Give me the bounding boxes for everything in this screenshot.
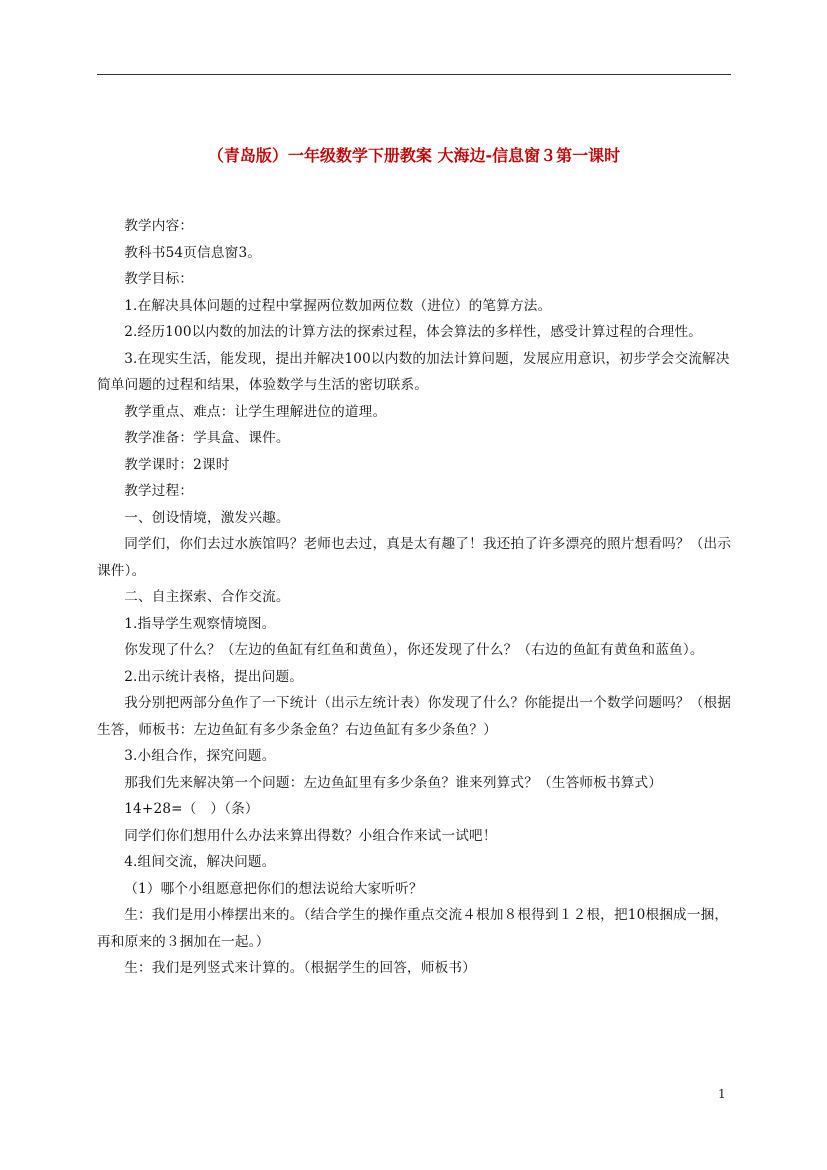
paragraph: 你发现了什么？（左边的鱼缸有红鱼和黄鱼），你还发现了什么？（右边的鱼缸有黄鱼和蓝鱼）。	[124, 642, 704, 658]
paragraph: 3.小组合作，探究问题。	[124, 748, 276, 764]
paragraph: 教学内容：	[124, 218, 194, 234]
paragraph: 教学目标：	[124, 271, 194, 287]
document-title: （青岛版）一年级数学下册教案 大海边-信息窗３第一课时	[207, 146, 621, 165]
paragraph: 那我们先来解决第一个问题：左边鱼缸里有多少条鱼？谁来列算式？（生答师板书算式）	[124, 774, 663, 791]
paragraph: 生：我们是列竖式来计算的。（根据学生的回答，师板书）	[124, 960, 477, 976]
page-number: 1	[718, 1087, 726, 1101]
paragraph: 我分别把两部分鱼作了一下统计（出示左统计表）你发现了什么？你能提出一个数学问题吗？（根据生答，师板书：左边鱼缸有多少条金鱼？右边鱼缸有多少条鱼？）	[97, 695, 732, 738]
paragraph: 教学重点、难点：让学生理解进位的道理。	[124, 403, 387, 420]
paragraph: 生：我们是用小棒摆出来的。（结合学生的操作重点交流４根加８根得到１２根，把10根捆成一捆，再和原来的３捆加在一起。）	[97, 907, 729, 950]
paragraph: 二、自主探索、合作交流。	[124, 589, 290, 605]
paragraph: 3.在现实生活，能发现，提出并解决100以内数的加法计算问题，发展应用意识，初步学会交流解决简单问题的过程和结果，体验数学与生活的密切联系。	[97, 350, 730, 393]
paragraph: （1）哪个小组愿意把你们的想法说给大家听听？	[124, 880, 423, 897]
document-body	[97, 213, 733, 982]
paragraph: 2.出示统计表格，提出问题。	[124, 668, 304, 685]
paragraph: 1.指导学生观察情境图。	[124, 615, 276, 632]
paragraph: 1.在解决具体问题的过程中掌握两位数加两位数（进位）的笔算方法。	[124, 297, 552, 314]
paragraph: 一、创设情境，激发兴趣。	[124, 509, 290, 526]
equation-line: 14+28=（ ）（条）	[124, 801, 259, 817]
paragraph: 教学过程：	[124, 483, 194, 499]
paragraph: 2.经历100以内数的加法的计算方法的探索过程，体会算法的多样性，感受计算过程的合理性。	[124, 324, 703, 340]
header-rule	[97, 74, 731, 75]
paragraph: 教科书54页信息窗3。	[124, 244, 262, 261]
paragraph: 同学们，你们去过水族馆吗？老师也去过，真是太有趣了！我还拍了许多漂亮的照片想看吗？（出示课件）。	[97, 536, 732, 579]
paragraph: 教学准备：学具盒、课件。	[124, 430, 290, 446]
paragraph: 4.组间交流，解决问题。	[124, 854, 276, 870]
paragraph: 同学们你们想用什么办法来算出得数？小组合作来试一试吧！	[124, 827, 497, 844]
paragraph: 教学课时：2课时	[124, 456, 230, 473]
